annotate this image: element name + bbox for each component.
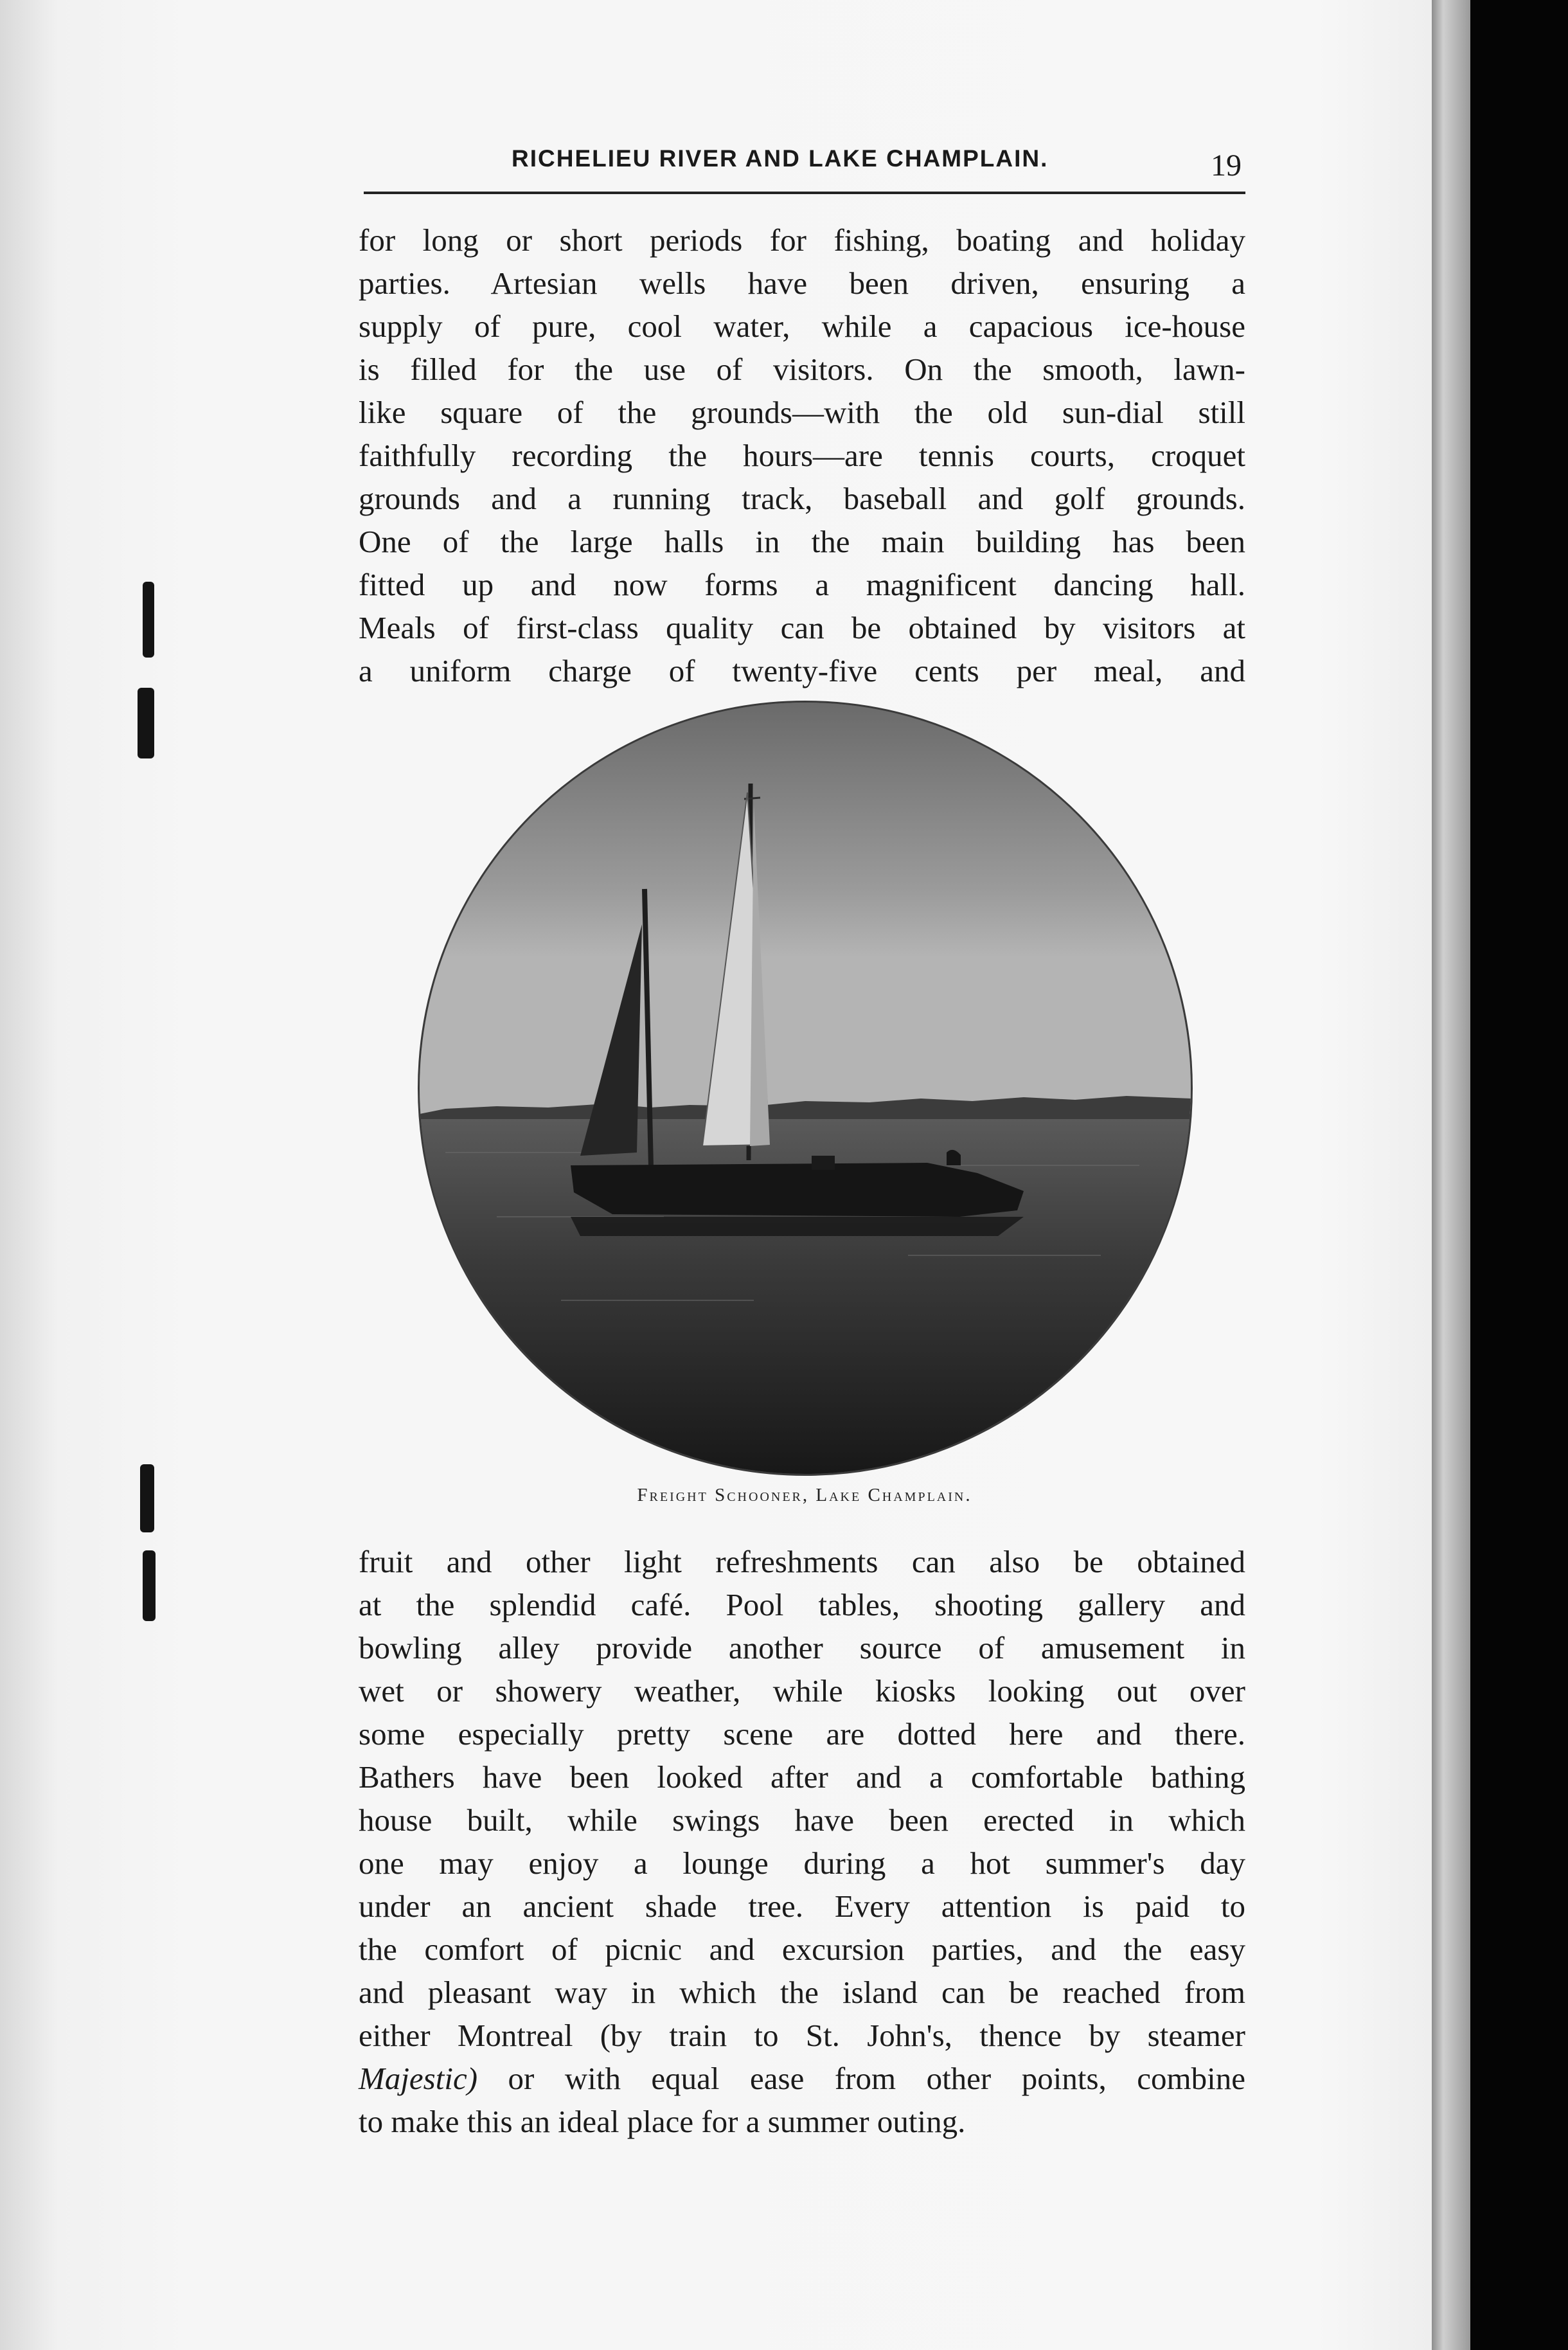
text-line: supply of pure, cool water, while a capacious ice-house — [359, 309, 1245, 344]
paragraph-bottom — [359, 1540, 1245, 2143]
schooner-photograph — [418, 701, 1193, 1476]
text-line: house built, while swings have been erected in which — [359, 1802, 1245, 1838]
text-line: fruit and other light refreshments can also be obtained — [359, 1544, 1245, 1579]
photo-caption: Freight Schooner, Lake Champlain. — [637, 1485, 972, 1505]
text-line: is filled for the use of visitors. On the smooth, lawn- — [359, 352, 1245, 387]
binding-stitch-mark — [143, 582, 154, 658]
page-header — [364, 134, 1245, 194]
text-line: at the splendid café. Pool tables, shooting gallery and — [359, 1587, 1245, 1622]
binding-stitch-mark — [140, 1464, 154, 1532]
text-line: under an ancient shade tree. Every attention is paid to — [359, 1888, 1245, 1924]
text-line: bowling alley provide another source of amusement in — [359, 1630, 1245, 1665]
text-line: grounds and a running track, baseball and golf grounds. — [359, 481, 1245, 516]
running-head: RICHELIEU RIVER AND LAKE CHAMPLAIN. — [512, 145, 1049, 172]
scan-background — [1470, 0, 1568, 2350]
text-line: Bathers have been looked after and a comfortable bathing — [359, 1759, 1245, 1795]
paragraph-top — [359, 219, 1245, 692]
text-line: either Montreal (by train to St. John's, thence by steamer — [359, 2018, 1245, 2053]
text-line: the comfort of picnic and excursion parties, and the easy — [359, 1932, 1245, 1967]
text-line: wet or showery weather, while kiosks looking out over — [359, 1673, 1245, 1709]
text-line: faithfully recording the hours—are tennis courts, croquet — [359, 438, 1245, 473]
text-line: for long or short periods for fishing, boating and holiday — [359, 222, 1245, 258]
page-edge — [1432, 0, 1470, 2350]
text-line — [359, 2057, 1245, 2100]
text-line: some especially pretty scene are dotted here and there. — [359, 1716, 1245, 1752]
binding-stitch-mark — [138, 688, 154, 758]
text-fragment: or with equal ease from other points, combine — [477, 2061, 1245, 2096]
text-line: like square of the grounds—with the old sun-dial still — [359, 395, 1245, 430]
binding-stitch-mark — [143, 1550, 156, 1621]
text-line: parties. Artesian wells have been driven, ensuring a — [359, 265, 1245, 301]
page-number: 19 — [1211, 148, 1242, 183]
steamer-name: Majestic) — [359, 2061, 478, 2096]
text-line: fitted up and now forms a magnificent dancing hall. — [359, 567, 1245, 602]
text-line: a uniform charge of twenty-five cents per meal, and — [359, 653, 1245, 688]
text-line: one may enjoy a lounge during a hot summer's day — [359, 1845, 1245, 1881]
text-line: One of the large halls in the main building has been — [359, 524, 1245, 559]
text-line: Meals of first-class quality can be obtained by visitors at — [359, 610, 1245, 645]
text-line: to make this an ideal place for a summer outing. — [359, 2104, 966, 2139]
text-line: and pleasant way in which the island can be reached from — [359, 1975, 1245, 2010]
